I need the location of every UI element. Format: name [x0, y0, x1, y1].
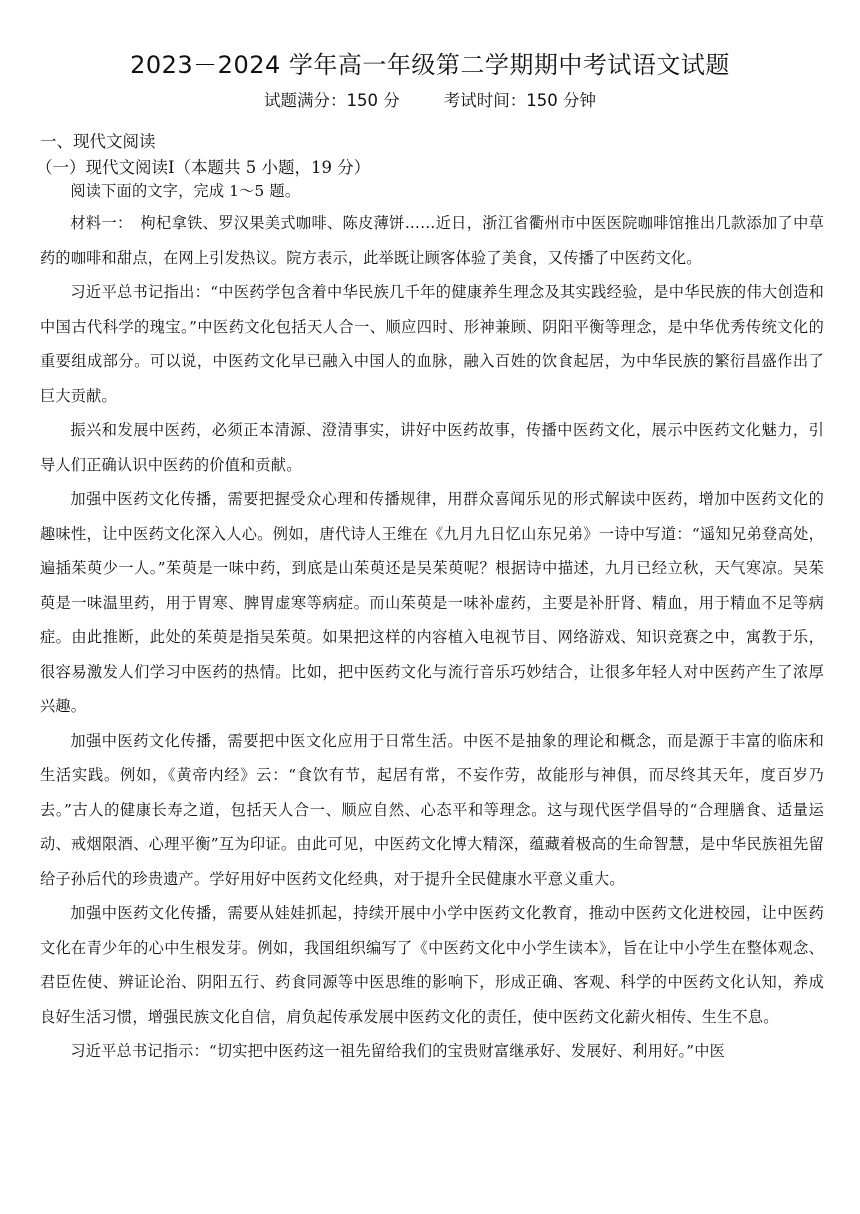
passage-paragraph: 材料一： 枸杞拿铁、罗汉果美式咖啡、陈皮薄饼……近日，浙江省衢州市中医医院咖啡馆推出几款添加了中草药的咖啡和甜点，在网上引发热议。院方表示，此举既让顾客体验了美食，又传播了中医药文化。 — [40, 214, 824, 267]
passage-paragraph: 习近平总书记指出：“中医药学包含着中华民族几千年的健康养生理念及其实践经验，是中华民族的伟大创造和中国古代科学的瑰宝。”中医药文化包括天人合一、顺应四时、形神兼顾、阴阳平衡等理念，是中华优秀传统文化的重要组成部分。可以说，中医药文化早已融入中国人的血脉，融入百姓的饮食起居，为中华民族的繁衍昌盛作出了巨大贡献。 — [40, 283, 824, 405]
exam-score-info: 试题满分：150 分 — [264, 91, 400, 110]
section-heading: 一、现代文阅读 — [40, 132, 156, 151]
exam-time-info: 考试时间：150 分钟 — [443, 91, 596, 110]
document-title: 2023－2024 学年高一年级第二学期期中考试语文试题 — [130, 51, 730, 79]
reading-passage — [40, 176, 824, 1069]
exam-info — [0, 88, 860, 114]
passage-paragraph: 加强中医药文化传播，需要从娃娃抓起，持续开展中小学中医药文化教育，推动中医药文化进校园，让中医药文化在青少年的心中生根发芽。例如，我国组织编写了《中医药文化中小学生读本》，旨在让中小学生在整体观念、君臣佐使、辨证论治、阴阳五行、药食同源等中医思维的影响下，形成正确、客观、科学的中医药文化认知，养成良好生活习惯，增强民族文化自信，肩负起传承发展中医药文化的责任，使中医药文化薪火相传、生生不息。 — [40, 904, 824, 1026]
passage-paragraph: 振兴和发展中医药，必须正本清源、澄清事实，讲好中医药故事，传播中医药文化，展示中医药文化魅力，引导人们正确认识中医药的价值和贡献。 — [40, 421, 824, 474]
subsection-heading: （一）现代文阅读Ⅰ（本题共 5 小题，19 分） — [36, 158, 371, 177]
passage-paragraph: 习近平总书记指示：“切实把中医药这一祖先留给我们的宝贵财富继承好、发展好、利用好。”中医 — [70, 1042, 725, 1060]
passage-paragraph: 加强中医药文化传播，需要把中医文化应用于日常生活。中医不是抽象的理论和概念，而是源于丰富的临床和生活实践。例如，《黄帝内经》云：“食饮有节，起居有常，不妄作劳，故能形与神俱，而尽终其天年，度百岁乃去。”古人的健康长寿之道，包括天人合一、顺应自然、心态平和等理念。这与现代医学倡导的“合理膳食、适量运动、戒烟限酒、心理平衡”互为印证。由此可见，中医药文化博大精深，蕴藏着极高的生命智慧，是中华民族祖先留给子孙后代的珍贵遗产。学好用好中医药文化经典，对于提升全民健康水平意义重大。 — [40, 731, 824, 888]
passage-paragraph: 加强中医药文化传播，需要把握受众心理和传播规律，用群众喜闻乐见的形式解读中医药，增加中医药文化的趣味性，让中医药文化深入人心。例如，唐代诗人王维在《九月九日忆山东兄弟》一诗中写道：“遥知兄弟登高处，遍插茱萸少一人。”茱萸是一味中药，到底是山茱萸还是吴茱萸呢？根据诗中描述，九月已经立秋，天气寒凉。吴茱萸是一味温里药，用于胃寒、脾胃虚寒等病症。而山茱萸是一味补虚药，主要是补肝肾、精血，用于精血不足等病症。由此推断，此处的茱萸是指吴茱萸。如果把这样的内容植入电视节目、网络游戏、知识竞赛之中，寓教于乐，很容易激发人们学习中医药的热情。比如，把中医药文化与流行音乐巧妙结合，让很多年轻人对中医药产生了浓厚兴趣。 — [40, 490, 824, 715]
reading-instruction: 阅读下面的文字，完成 1～5 题。 — [70, 182, 301, 200]
